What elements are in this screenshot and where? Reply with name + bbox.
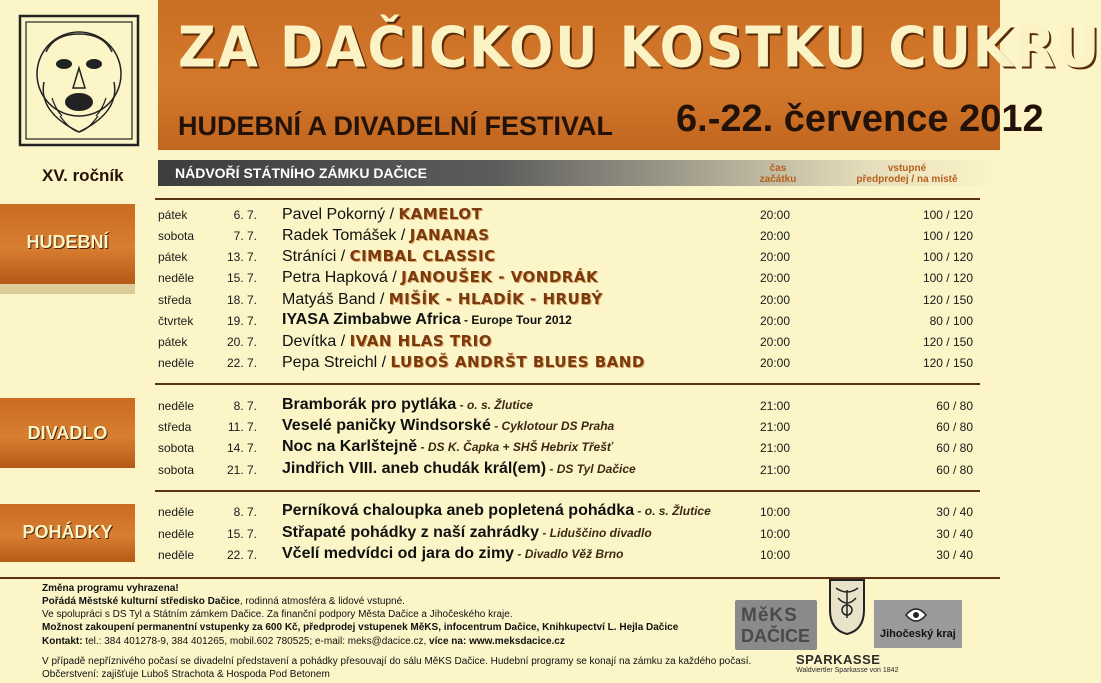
performer-lead: Matyáš Band / <box>282 291 389 308</box>
day: pátek <box>158 335 188 349</box>
day: neděle <box>158 271 195 285</box>
performance-company: - o. s. Žlutice <box>634 504 711 518</box>
table-row <box>155 290 975 310</box>
price-head-line2: předprodej / na místě <box>856 174 958 185</box>
table-row <box>155 396 975 416</box>
table-row <box>155 268 975 288</box>
start-time: 21:00 <box>760 420 791 434</box>
ticket-price: 60 / 80 <box>936 399 973 413</box>
performer <box>282 247 496 266</box>
band-name: KAMELOT <box>398 205 483 223</box>
performer-lead: Pepa Streichl / <box>282 354 391 371</box>
ticket-price: 60 / 80 <box>936 441 973 455</box>
date: 7. 7. <box>233 229 257 243</box>
table-row <box>155 417 975 437</box>
sparkasse-subtext: Waldviertler Sparkasse von 1842 <box>796 667 899 674</box>
table-row <box>155 502 975 522</box>
performer <box>282 311 572 329</box>
music-section-shadow <box>0 284 135 294</box>
ticket-price: 30 / 40 <box>936 548 973 562</box>
band-name: JANOUŠEK - VONDRÁK <box>401 268 599 286</box>
footer-organizer <box>42 596 405 607</box>
band-name: MIŠÍK - HLADÍK - HRUBÝ <box>388 290 603 308</box>
ticket-price: 30 / 40 <box>936 527 973 541</box>
performer <box>282 353 645 372</box>
table-row <box>155 205 975 225</box>
table-row <box>155 332 975 352</box>
festival-dates: 6.-22. července 2012 <box>676 98 1044 140</box>
kraj-emblem-icon <box>904 603 928 625</box>
start-time: 20:00 <box>760 250 791 264</box>
table-row <box>155 226 975 246</box>
day: sobota <box>158 463 195 477</box>
performer <box>282 268 598 287</box>
date: 8. 7. <box>233 399 257 413</box>
start-time: 10:00 <box>760 505 791 519</box>
date: 11. 7. <box>227 420 257 434</box>
performance <box>282 524 652 542</box>
performance <box>282 438 613 456</box>
date: 20. 7. <box>226 335 257 349</box>
day: neděle <box>158 356 195 370</box>
meks-logo-subtext: DAČICE <box>741 626 811 646</box>
performer <box>282 290 603 309</box>
date: 19. 7. <box>226 314 257 328</box>
band-name: JANANAS <box>409 226 490 244</box>
date: 15. 7. <box>226 271 257 285</box>
venue-name: NÁDVOŘÍ STÁTNÍHO ZÁMKU DAČICE <box>175 165 427 181</box>
start-time: 21:00 <box>760 399 791 413</box>
ticket-price: 100 / 120 <box>922 250 973 264</box>
performer-lead: Petra Hapková / <box>282 269 402 286</box>
contact-details: tel.: 384 401278-9, 384 401265, mobil.602 780525; e-mail: meks@dacice.cz, <box>82 636 430 647</box>
start-time: 20:00 <box>760 356 791 370</box>
day: pátek <box>158 250 188 264</box>
website-link[interactable]: více na: www.meksdacice.cz <box>429 636 565 647</box>
edition-label: XV. ročník <box>42 166 124 185</box>
festival-subtitle: HUDEBNÍ A DIVADELNÍ FESTIVAL <box>178 111 614 141</box>
ticket-price: 80 / 100 <box>929 314 973 328</box>
table-row <box>155 247 975 267</box>
jihocesky-kraj-text: Jihočeský kraj <box>880 628 956 640</box>
day: sobota <box>158 229 195 243</box>
day: neděle <box>158 505 195 519</box>
footer-weather-note: V případě nepříznivého počasí se divadelní představení a pohádky přesouvají do sálu MěKS Dačice. Hudební programy se konají na zámku za každého počasí. <box>42 656 752 667</box>
day: středa <box>158 420 192 434</box>
performance-company: - DS K. Čapka + SHŠ Hebrix Třešť <box>417 440 613 454</box>
section-divider <box>155 198 980 200</box>
start-time: 20:00 <box>760 271 791 285</box>
day: pátek <box>158 208 188 222</box>
footer-refreshments: Občerstvení: zajišťuje Luboš Strachota & Hospoda Pod Betonem <box>42 669 330 680</box>
date: 8. 7. <box>233 505 257 519</box>
date: 22. 7. <box>226 548 257 562</box>
section-divider <box>155 383 980 385</box>
performance-company: - Liduščino divadlo <box>538 526 652 540</box>
start-time: 20:00 <box>760 208 791 222</box>
day: čtvrtek <box>158 314 194 328</box>
performance <box>282 502 711 520</box>
performer-lead: Radek Tomášek / <box>282 227 410 244</box>
time-column-header <box>750 163 806 185</box>
band-name: CIMBAL CLASSIC <box>349 247 496 265</box>
performer <box>282 332 492 351</box>
table-row <box>155 524 975 544</box>
performance <box>282 545 623 563</box>
footer-contact <box>42 636 565 647</box>
day: neděle <box>158 399 195 413</box>
theatre-mask-logo <box>16 12 142 149</box>
performance-company: - Cyklotour DS Praha <box>490 419 615 433</box>
date: 21. 7. <box>226 463 257 477</box>
start-time: 20:00 <box>760 229 791 243</box>
table-row <box>155 545 975 565</box>
organizer-name: Pořádá Městské kulturní středisko Dačice <box>42 596 240 607</box>
start-time: 21:00 <box>760 463 791 477</box>
date: 22. 7. <box>226 356 257 370</box>
day: sobota <box>158 441 195 455</box>
performer-lead: Devítka / <box>282 333 350 350</box>
performance-title: Bramborák pro pytláka <box>282 396 457 413</box>
date: 14. 7. <box>226 441 257 455</box>
table-row <box>155 460 975 480</box>
band-name: LUBOŠ ANDRŠT BLUES BAND <box>390 353 645 371</box>
performance-title: Perníková chaloupka aneb popletená pohádka <box>282 502 635 519</box>
performance-company: - DS Tyl Dačice <box>546 462 636 476</box>
performer <box>282 226 490 245</box>
ticket-price: 60 / 80 <box>936 463 973 477</box>
ticket-price: 120 / 150 <box>922 293 973 307</box>
day: neděle <box>158 527 195 541</box>
performance <box>282 417 614 435</box>
footer-cooperation: Ve spolupráci s DS Tyl a Státním zámkem Dačice. Za finanční podpory Města Dačice a Jihočeského kraje. <box>42 609 513 620</box>
performance-title: Včelí medvídci od jara do zimy <box>282 545 515 562</box>
ticket-price: 100 / 120 <box>922 229 973 243</box>
performance <box>282 396 533 414</box>
time-head-line2: začátku <box>759 174 797 185</box>
music-section-label: HUDEBNÍ <box>26 232 109 252</box>
tales-section-label: POHÁDKY <box>22 522 113 542</box>
footer-change-note: Změna programu vyhrazena! <box>42 583 179 594</box>
day: neděle <box>158 548 195 562</box>
footer-tickets: Možnost zakoupení permanentní vstupenky za 600 Kč, předprodej vstupenek MěKS, infocentrum Dačice, Knihkupectví L. Hejla Dačice <box>42 622 679 633</box>
date: 6. 7. <box>233 208 257 222</box>
performance-title: Jindřich VIII. aneb chudák král(em) <box>282 460 547 477</box>
festival-title: ZA DAČICKOU KOSTKU CUKRU <box>178 15 1101 81</box>
contact-label: Kontakt: <box>42 636 83 647</box>
organizer-note: , rodinná atmosféra & lidové vstupné. <box>239 596 405 607</box>
performance-title: Střapaté pohádky z naší zahrádky <box>282 524 539 541</box>
time-head-line1: čas <box>769 163 787 174</box>
table-row <box>155 438 975 458</box>
performance-title: Veselé paničky Windsorské <box>282 417 491 434</box>
price-head-line1: vstupné <box>887 163 927 174</box>
performance-title: Noc na Karlštejně <box>282 438 418 455</box>
performance-company: - Divadlo Věž Brno <box>514 547 624 561</box>
start-time: 20:00 <box>760 293 791 307</box>
start-time: 10:00 <box>760 548 791 562</box>
date: 15. 7. <box>226 527 257 541</box>
ticket-price: 100 / 120 <box>922 271 973 285</box>
date: 13. 7. <box>226 250 257 264</box>
start-time: 10:00 <box>760 527 791 541</box>
ticket-price: 120 / 150 <box>922 335 973 349</box>
meks-logo-text: MěKS <box>741 605 798 626</box>
ticket-price: 100 / 120 <box>922 208 973 222</box>
theatre-section-label: DIVADLO <box>27 423 108 443</box>
performer <box>282 205 482 224</box>
table-row <box>155 353 975 373</box>
ticket-price: 30 / 40 <box>936 505 973 519</box>
start-time: 20:00 <box>760 314 791 328</box>
table-row <box>155 311 975 331</box>
town-crest-icon <box>828 576 866 636</box>
day: středa <box>158 293 192 307</box>
start-time: 20:00 <box>760 335 791 349</box>
band-name: IVAN HLAS TRIO <box>349 332 492 350</box>
ticket-price: 120 / 150 <box>922 356 973 370</box>
start-time: 21:00 <box>760 441 791 455</box>
performance <box>282 460 636 478</box>
ticket-price: 60 / 80 <box>936 420 973 434</box>
performer-lead: Pavel Pokorný / <box>282 206 399 223</box>
price-column-header <box>838 163 976 185</box>
performer-lead: Stráníci / <box>282 248 350 265</box>
performer-name: IYASA Zimbabwe Africa <box>282 311 461 328</box>
section-divider <box>155 490 980 492</box>
performance-company: - o. s. Žlutice <box>456 398 533 412</box>
date: 18. 7. <box>226 293 257 307</box>
performer-note: - Europe Tour 2012 <box>460 313 572 327</box>
sparkasse-logo: SPARKASSE <box>796 652 881 667</box>
